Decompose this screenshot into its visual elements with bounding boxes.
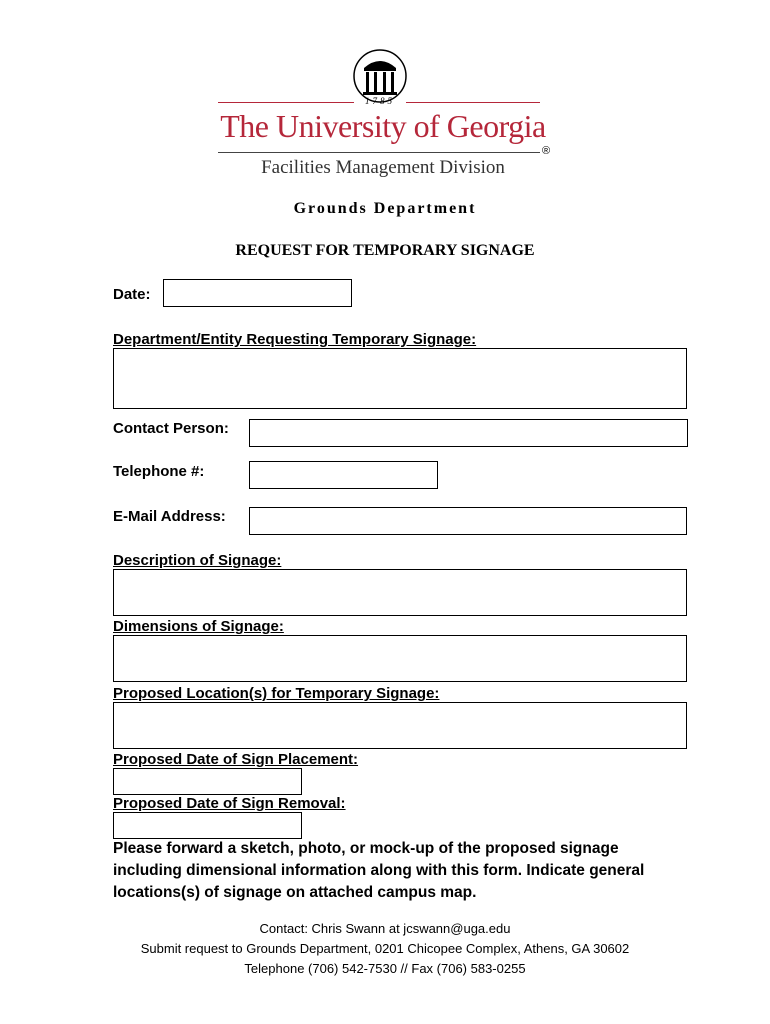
instructions-line: locations(s) of signage on attached campus map. (113, 884, 477, 901)
instructions-line: including dimensional information along with this form. Indicate general (113, 862, 645, 879)
registered-mark: ® (542, 145, 551, 157)
instructions (113, 838, 673, 904)
telephone-label: Telephone #: (113, 463, 205, 480)
email-label: E-Mail Address: (113, 508, 226, 525)
logo-divider (218, 152, 540, 153)
founding-year: 1785 (365, 96, 395, 106)
locations-field[interactable] (113, 702, 687, 749)
footer-submit: Submit request to Grounds Department, 0201 Chicopee Complex, Athens, GA 30602 (140, 941, 630, 956)
removal-date-field[interactable] (113, 812, 302, 839)
form-title: REQUEST FOR TEMPORARY SIGNAGE (235, 242, 535, 259)
dimensions-label: Dimensions of Signage: (113, 618, 284, 635)
dimensions-field[interactable] (113, 635, 687, 682)
contact-person-field[interactable] (249, 419, 688, 447)
email-field[interactable] (249, 507, 687, 535)
locations-label: Proposed Location(s) for Temporary Signage: (113, 685, 440, 702)
footer-phone: Telephone (706) 542-7530 // Fax (706) 583-0255 (244, 961, 526, 976)
contact-person-label: Contact Person: (113, 420, 229, 437)
date-field[interactable] (163, 279, 352, 307)
department-entity-label: Department/Entity Requesting Temporary Signage: (113, 331, 477, 348)
date-label: Date: (113, 286, 151, 303)
description-field[interactable] (113, 569, 687, 616)
logo-rule-right (406, 102, 540, 103)
removal-date-label: Proposed Date of Sign Removal: (113, 795, 346, 812)
description-label: Description of Signage: (113, 552, 282, 569)
footer-contact: Contact: Chris Swann at jcswann@uga.edu (259, 921, 511, 936)
instructions-line: Please forward a sketch, photo, or mock-up of the proposed signage (113, 840, 619, 857)
university-name: The University of Georgia (220, 108, 546, 144)
department-heading: Grounds Department (293, 200, 477, 217)
telephone-field[interactable] (249, 461, 438, 489)
department-entity-field[interactable] (113, 348, 687, 409)
placement-date-label: Proposed Date of Sign Placement: (113, 751, 359, 768)
division-name: Facilities Management Division (261, 157, 505, 178)
logo-rule-left (218, 102, 354, 103)
placement-date-field[interactable] (113, 768, 302, 795)
